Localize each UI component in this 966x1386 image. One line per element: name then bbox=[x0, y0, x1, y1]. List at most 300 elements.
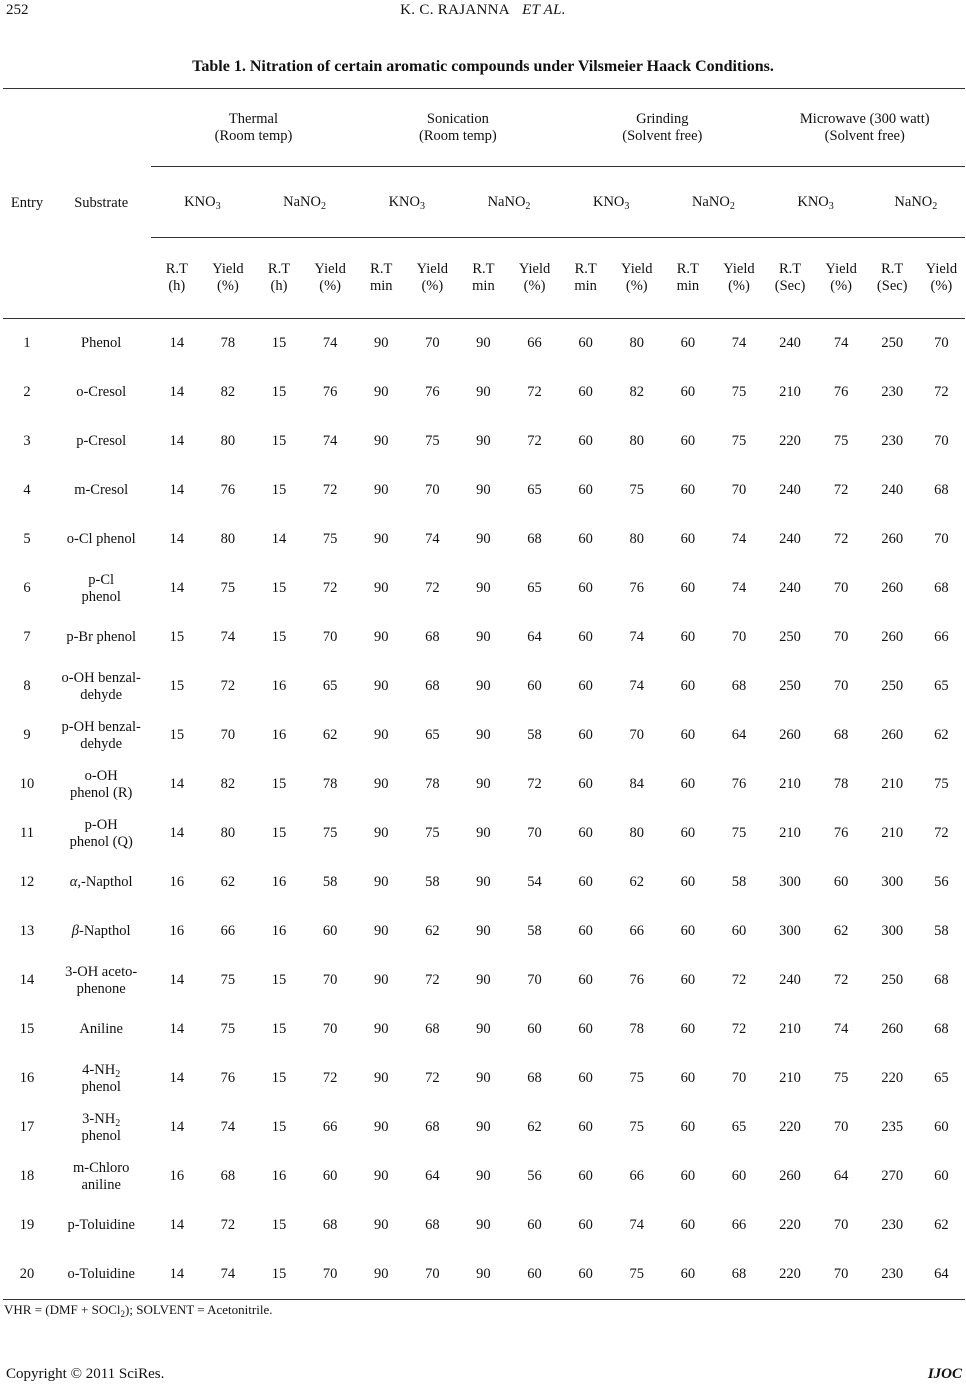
value-cell: 80 bbox=[629, 531, 644, 547]
value-cell: 72 bbox=[322, 1070, 338, 1086]
table-row bbox=[3, 368, 965, 417]
table-row bbox=[3, 613, 965, 662]
column-header-line1: R.T bbox=[574, 261, 597, 277]
value-cell: 76 bbox=[833, 384, 849, 400]
value-cell: 220 bbox=[764, 1250, 815, 1300]
substrate-cell bbox=[51, 1152, 151, 1201]
substrate-name: ,-Napthol bbox=[77, 874, 133, 890]
value-cell: 66 bbox=[220, 923, 236, 939]
value-cell: 14 bbox=[169, 580, 185, 596]
value-cell: 82 bbox=[629, 384, 644, 400]
value-cell: 75 bbox=[833, 1070, 849, 1086]
value-cell: 15 bbox=[271, 1021, 287, 1037]
column-header-line2: (Sec) bbox=[774, 278, 806, 294]
table-row bbox=[3, 564, 965, 613]
reagent-base: NaNO bbox=[283, 193, 321, 210]
value-cell: 90 bbox=[476, 678, 491, 694]
value-cell: 64 bbox=[918, 1250, 965, 1300]
value-cell: 16 bbox=[271, 1168, 287, 1184]
value-cell: 90 bbox=[373, 531, 389, 547]
value-cell: 62 bbox=[934, 1217, 949, 1233]
value-cell: 74 bbox=[731, 580, 747, 596]
substrate-line2: phenone bbox=[76, 980, 126, 997]
value-cell: 58 bbox=[934, 923, 949, 939]
value-cell: 74 bbox=[629, 629, 644, 645]
entry-header: Entry bbox=[3, 89, 51, 319]
value-cell: 58 bbox=[527, 727, 542, 743]
reagent-header bbox=[764, 167, 866, 238]
method-header-line1: Grinding bbox=[636, 110, 689, 127]
value-cell: 76 bbox=[220, 482, 236, 498]
substrate-cell: p-Cresol bbox=[76, 433, 127, 449]
column-header bbox=[611, 238, 662, 319]
value-cell: 64 bbox=[731, 727, 747, 743]
entry-cell: 20 bbox=[3, 1250, 51, 1300]
running-head-author: K. C. RAJANNA bbox=[400, 2, 510, 18]
entry-cell: 4 bbox=[23, 482, 31, 498]
value-cell: 65 bbox=[527, 580, 542, 596]
value-cell: 62 bbox=[322, 727, 338, 743]
value-cell: 60 bbox=[578, 1119, 593, 1135]
substrate-line1: m-Chloro bbox=[72, 1159, 130, 1176]
value-cell: 90 bbox=[476, 433, 491, 449]
column-header bbox=[509, 238, 560, 319]
value-cell: 65 bbox=[322, 678, 338, 694]
column-header-line2: min bbox=[574, 278, 597, 294]
value-cell: 75 bbox=[611, 1250, 662, 1300]
value-cell: 60 bbox=[662, 1250, 713, 1300]
value-cell: 60 bbox=[680, 1168, 696, 1184]
value-cell: 75 bbox=[629, 1119, 644, 1135]
value-cell: 70 bbox=[934, 433, 949, 449]
value-cell: 68 bbox=[934, 1021, 949, 1037]
column-header-line2: min bbox=[369, 278, 393, 294]
value-cell: 74 bbox=[833, 1021, 849, 1037]
value-cell: 210 bbox=[881, 776, 904, 792]
substrate-line2: phenol (R) bbox=[69, 784, 133, 801]
value-cell: 300 bbox=[779, 874, 801, 890]
value-cell: 60 bbox=[680, 1070, 696, 1086]
value-cell: 75 bbox=[322, 531, 338, 547]
value-cell: 90 bbox=[476, 923, 491, 939]
value-cell: 90 bbox=[373, 433, 389, 449]
value-cell: 64 bbox=[527, 629, 542, 645]
substrate-cell bbox=[51, 1103, 151, 1152]
substrate-cell bbox=[51, 907, 151, 956]
value-cell: 68 bbox=[731, 678, 747, 694]
value-cell: 16 bbox=[169, 874, 185, 890]
value-cell: 250 bbox=[881, 678, 904, 694]
substrate-line1: 3-NH bbox=[82, 1110, 116, 1127]
value-cell: 240 bbox=[779, 580, 801, 596]
method-header-line2: (Room temp) bbox=[214, 127, 293, 144]
value-cell: 270 bbox=[881, 1168, 904, 1184]
value-cell: 60 bbox=[578, 776, 593, 792]
value-cell: 220 bbox=[779, 433, 801, 449]
value-cell: 14 bbox=[169, 1021, 185, 1037]
value-cell: 72 bbox=[731, 972, 747, 988]
value-cell: 16 bbox=[169, 1168, 185, 1184]
value-cell: 15 bbox=[271, 384, 287, 400]
table-body bbox=[3, 319, 965, 1300]
value-cell: 58 bbox=[527, 923, 542, 939]
value-cell: 90 bbox=[373, 1168, 389, 1184]
value-cell: 74 bbox=[731, 335, 747, 351]
column-header bbox=[458, 238, 509, 319]
value-cell: 75 bbox=[731, 433, 747, 449]
value-cell: 15 bbox=[169, 678, 185, 694]
value-cell: 90 bbox=[373, 1217, 389, 1233]
value-cell: 90 bbox=[476, 1070, 491, 1086]
footnote-text-end: ); SOLVENT = Acetonitrile. bbox=[125, 1302, 273, 1317]
substrate-line2: phenol bbox=[81, 1078, 121, 1095]
value-cell: 60 bbox=[578, 335, 593, 351]
value-cell: 240 bbox=[779, 972, 801, 988]
value-cell: 15 bbox=[271, 776, 287, 792]
value-cell: 60 bbox=[680, 923, 696, 939]
value-cell: 62 bbox=[629, 874, 644, 890]
value-cell: 68 bbox=[527, 531, 542, 547]
value-cell: 210 bbox=[881, 825, 904, 841]
value-cell: 90 bbox=[476, 776, 491, 792]
entry-cell: 19 bbox=[19, 1217, 35, 1233]
value-cell: 68 bbox=[934, 972, 949, 988]
value-cell: 72 bbox=[425, 972, 440, 988]
substrate-line2: aniline bbox=[81, 1176, 121, 1193]
value-cell: 68 bbox=[425, 629, 440, 645]
value-cell: 70 bbox=[934, 335, 949, 351]
value-cell: 70 bbox=[731, 1070, 747, 1086]
value-cell: 72 bbox=[322, 580, 338, 596]
value-cell: 72 bbox=[731, 1021, 747, 1037]
value-cell: 72 bbox=[527, 433, 542, 449]
value-cell: 70 bbox=[833, 629, 849, 645]
value-cell: 260 bbox=[881, 1021, 904, 1037]
value-cell: 70 bbox=[425, 335, 440, 351]
footnote-text: VHR = (DMF + SOCl bbox=[4, 1302, 121, 1317]
table-row bbox=[3, 1250, 965, 1300]
value-cell: 15 bbox=[271, 482, 287, 498]
substrate-greek: α bbox=[69, 874, 78, 890]
column-header-line1: Yield bbox=[723, 261, 755, 277]
value-cell: 70 bbox=[816, 1250, 867, 1300]
value-cell: 14 bbox=[151, 1250, 202, 1300]
value-cell: 62 bbox=[934, 727, 949, 743]
value-cell: 80 bbox=[629, 433, 644, 449]
value-cell: 68 bbox=[713, 1250, 764, 1300]
value-cell: 235 bbox=[881, 1119, 904, 1135]
column-header-line1: R.T bbox=[881, 261, 904, 277]
value-cell: 68 bbox=[425, 1119, 440, 1135]
reagent-base: KNO bbox=[388, 193, 420, 210]
value-cell: 90 bbox=[476, 531, 491, 547]
value-cell: 16 bbox=[271, 727, 287, 743]
value-cell: 90 bbox=[373, 1070, 389, 1086]
value-cell: 210 bbox=[779, 776, 801, 792]
value-cell: 90 bbox=[373, 776, 389, 792]
value-cell: 14 bbox=[169, 1119, 185, 1135]
value-cell: 66 bbox=[731, 1217, 747, 1233]
table-row bbox=[3, 1103, 965, 1152]
table-row bbox=[3, 956, 965, 1005]
value-cell: 78 bbox=[322, 776, 338, 792]
column-header-line2: (Sec) bbox=[876, 278, 908, 294]
value-cell: 300 bbox=[881, 874, 904, 890]
column-header bbox=[918, 238, 965, 319]
value-cell: 15 bbox=[169, 629, 185, 645]
value-cell: 75 bbox=[220, 972, 236, 988]
value-cell: 80 bbox=[220, 433, 236, 449]
value-cell: 60 bbox=[578, 482, 593, 498]
value-cell: 62 bbox=[220, 874, 236, 890]
value-cell: 15 bbox=[271, 1070, 287, 1086]
value-cell: 75 bbox=[220, 580, 236, 596]
value-cell: 90 bbox=[476, 1021, 491, 1037]
table-row bbox=[3, 907, 965, 956]
substrate-cell bbox=[51, 956, 151, 1005]
substrate-name: -Napthol bbox=[79, 923, 131, 939]
value-cell: 15 bbox=[271, 1217, 287, 1233]
entry-cell: 9 bbox=[23, 727, 31, 743]
value-cell: 90 bbox=[373, 1119, 389, 1135]
column-header-line1: Yield bbox=[314, 261, 346, 277]
value-cell: 90 bbox=[458, 1250, 509, 1300]
reagent-subscript: 2 bbox=[729, 200, 735, 212]
value-cell: 68 bbox=[527, 1070, 542, 1086]
substrate-cell: o-Cl phenol bbox=[66, 531, 136, 547]
value-cell: 210 bbox=[779, 1021, 801, 1037]
value-cell: 60 bbox=[680, 1119, 696, 1135]
value-cell: 68 bbox=[322, 1217, 338, 1233]
entry-cell: 2 bbox=[23, 384, 31, 400]
value-cell: 76 bbox=[322, 384, 338, 400]
reagent-subscript: 3 bbox=[828, 200, 834, 212]
value-cell: 72 bbox=[934, 384, 949, 400]
value-cell: 90 bbox=[476, 972, 491, 988]
reagent-subscript: 2 bbox=[525, 200, 531, 212]
value-cell: 80 bbox=[220, 825, 236, 841]
value-cell: 76 bbox=[220, 1070, 236, 1086]
value-cell: 78 bbox=[629, 1021, 644, 1037]
value-cell: 72 bbox=[425, 1070, 440, 1086]
value-cell: 250 bbox=[779, 678, 801, 694]
value-cell: 60 bbox=[578, 678, 593, 694]
value-cell: 68 bbox=[425, 1217, 440, 1233]
value-cell: 74 bbox=[833, 335, 849, 351]
value-cell: 70 bbox=[833, 1119, 849, 1135]
substrate-cell bbox=[51, 711, 151, 760]
value-cell: 250 bbox=[779, 629, 801, 645]
reagent-base: KNO bbox=[797, 193, 829, 210]
value-cell: 60 bbox=[509, 1250, 560, 1300]
value-cell: 90 bbox=[373, 923, 389, 939]
value-cell: 82 bbox=[220, 384, 236, 400]
value-cell: 90 bbox=[476, 384, 491, 400]
value-cell: 220 bbox=[779, 1217, 801, 1233]
value-cell: 70 bbox=[425, 482, 440, 498]
substrate-line1: p-OH benzal- bbox=[61, 718, 141, 735]
substrate-cell bbox=[51, 1054, 151, 1103]
value-cell: 75 bbox=[425, 433, 440, 449]
column-header bbox=[662, 238, 713, 319]
value-cell: 260 bbox=[881, 629, 904, 645]
column-header-line2: min bbox=[472, 278, 495, 294]
column-header-line1: Yield bbox=[212, 261, 244, 277]
value-cell: 14 bbox=[169, 1070, 185, 1086]
value-cell: 72 bbox=[934, 825, 949, 841]
column-header bbox=[151, 238, 202, 319]
column-header-line1: R.T bbox=[267, 261, 291, 277]
value-cell: 72 bbox=[425, 580, 440, 596]
table-row bbox=[3, 1201, 965, 1250]
reagent-subscript: 3 bbox=[624, 200, 630, 212]
value-cell: 68 bbox=[425, 1021, 440, 1037]
substrate-subscript: 2 bbox=[115, 1117, 121, 1129]
reagent-base: NaNO bbox=[691, 193, 730, 210]
value-cell: 60 bbox=[833, 874, 849, 890]
column-header bbox=[867, 238, 918, 319]
value-cell: 14 bbox=[169, 972, 185, 988]
value-cell: 60 bbox=[578, 923, 593, 939]
substrate-line2: phenol bbox=[81, 588, 121, 605]
entry-cell: 15 bbox=[19, 1021, 35, 1037]
substrate-cell: Aniline bbox=[79, 1021, 123, 1037]
value-cell: 90 bbox=[476, 482, 491, 498]
column-header bbox=[713, 238, 764, 319]
substrate-cell: o-Cresol bbox=[76, 384, 127, 400]
value-cell: 74 bbox=[322, 433, 338, 449]
table-row bbox=[3, 319, 965, 369]
value-cell: 74 bbox=[220, 1119, 236, 1135]
value-cell: 60 bbox=[578, 531, 593, 547]
substrate-line1: 4-NH bbox=[82, 1061, 116, 1078]
method-header-line2: (Room temp) bbox=[419, 127, 497, 144]
value-cell: 90 bbox=[476, 1119, 491, 1135]
table-row bbox=[3, 466, 965, 515]
substrate-greek: β bbox=[71, 923, 80, 939]
value-cell: 60 bbox=[578, 825, 593, 841]
value-cell: 72 bbox=[833, 531, 849, 547]
column-header-line2: (%) bbox=[930, 278, 953, 294]
value-cell: 64 bbox=[833, 1168, 849, 1184]
value-cell: 60 bbox=[680, 580, 696, 596]
value-cell: 15 bbox=[271, 335, 287, 351]
value-cell: 60 bbox=[578, 874, 593, 890]
value-cell: 90 bbox=[476, 335, 491, 351]
value-cell: 260 bbox=[779, 727, 801, 743]
value-cell: 240 bbox=[779, 531, 801, 547]
table-caption: Table 1. Nitration of certain aromatic compounds under Vilsmeier Haack Conditions. bbox=[192, 58, 774, 75]
table-footnote bbox=[4, 1302, 272, 1318]
value-cell: 68 bbox=[833, 727, 849, 743]
value-cell: 56 bbox=[934, 874, 949, 890]
entry-cell: 14 bbox=[19, 972, 35, 988]
value-cell: 90 bbox=[373, 678, 389, 694]
column-header bbox=[816, 238, 867, 319]
value-cell: 60 bbox=[680, 825, 696, 841]
value-cell: 76 bbox=[629, 580, 644, 596]
entry-cell: 10 bbox=[19, 776, 35, 792]
method-header bbox=[764, 89, 965, 167]
value-cell: 70 bbox=[731, 482, 747, 498]
value-cell: 60 bbox=[680, 1021, 696, 1037]
value-cell: 70 bbox=[731, 629, 747, 645]
value-cell: 62 bbox=[833, 923, 849, 939]
value-cell: 72 bbox=[527, 384, 542, 400]
value-cell: 90 bbox=[476, 727, 491, 743]
reagent-subscript: 3 bbox=[419, 200, 425, 212]
value-cell: 250 bbox=[881, 335, 904, 351]
value-cell: 60 bbox=[680, 678, 696, 694]
entry-cell: 17 bbox=[19, 1119, 35, 1135]
running-head bbox=[0, 2, 966, 19]
column-header-line1: Yield bbox=[621, 261, 653, 277]
substrate-subscript: 2 bbox=[115, 1068, 121, 1080]
value-cell: 74 bbox=[731, 531, 747, 547]
value-cell: 75 bbox=[322, 825, 338, 841]
value-cell: 15 bbox=[271, 629, 287, 645]
value-cell: 14 bbox=[169, 825, 185, 841]
substrate-cell: m-Cresol bbox=[74, 482, 129, 498]
value-cell: 60 bbox=[322, 1168, 338, 1184]
value-cell: 68 bbox=[220, 1168, 236, 1184]
column-header-line2: (%) bbox=[217, 278, 239, 294]
value-cell: 220 bbox=[881, 1070, 904, 1086]
substrate-cell: Phenol bbox=[81, 335, 122, 351]
value-cell: 14 bbox=[169, 384, 185, 400]
substrate-line1: 3-OH aceto- bbox=[65, 963, 138, 980]
value-cell: 58 bbox=[731, 874, 747, 890]
value-cell: 60 bbox=[578, 433, 593, 449]
value-cell: 60 bbox=[934, 1119, 949, 1135]
value-cell: 58 bbox=[322, 874, 338, 890]
value-cell: 62 bbox=[527, 1119, 542, 1135]
entry-cell: 6 bbox=[23, 580, 31, 596]
value-cell: 74 bbox=[220, 629, 236, 645]
value-cell: 14 bbox=[271, 531, 287, 547]
method-header-line2: (Solvent free) bbox=[622, 127, 703, 144]
column-header-line1: R.T bbox=[778, 261, 802, 277]
method-header bbox=[151, 89, 355, 167]
column-header-line1: Yield bbox=[416, 261, 449, 277]
value-cell: 65 bbox=[425, 727, 440, 743]
substrate-line1: o-OH bbox=[84, 767, 118, 784]
value-cell: 70 bbox=[322, 1021, 338, 1037]
value-cell: 64 bbox=[425, 1168, 440, 1184]
column-header bbox=[560, 238, 611, 319]
column-header bbox=[202, 238, 253, 319]
value-cell: 66 bbox=[629, 923, 644, 939]
value-cell: 65 bbox=[934, 1070, 949, 1086]
value-cell: 16 bbox=[271, 678, 287, 694]
value-cell: 90 bbox=[373, 629, 389, 645]
column-header-line2: (%) bbox=[625, 278, 648, 294]
value-cell: 72 bbox=[833, 482, 849, 498]
value-cell: 70 bbox=[833, 580, 849, 596]
nitration-table bbox=[3, 88, 965, 1300]
method-header-line1: Thermal bbox=[228, 110, 279, 127]
value-cell: 60 bbox=[680, 629, 696, 645]
table-row bbox=[3, 515, 965, 564]
substrate-line1: p-Cl bbox=[88, 571, 115, 588]
value-cell: 65 bbox=[934, 678, 949, 694]
method-header bbox=[356, 89, 560, 167]
value-cell: 60 bbox=[680, 1217, 696, 1233]
value-cell: 90 bbox=[476, 1217, 491, 1233]
reagent-header bbox=[560, 167, 662, 238]
value-cell: 60 bbox=[680, 384, 696, 400]
value-cell: 60 bbox=[578, 1168, 593, 1184]
